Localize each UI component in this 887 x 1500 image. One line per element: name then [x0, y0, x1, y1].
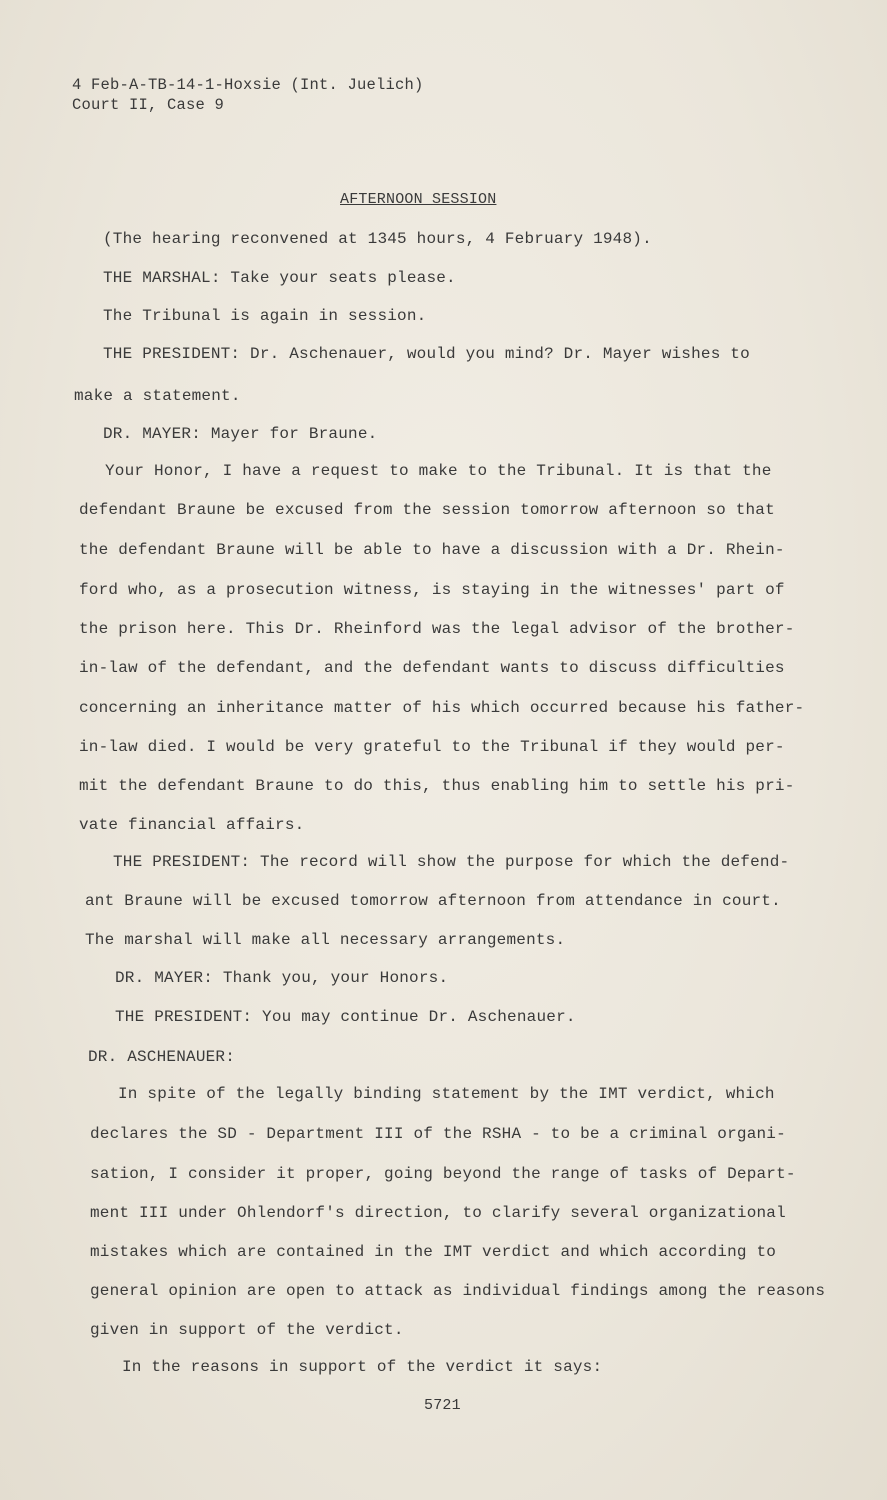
text-line: Your Honor, I have a request to make to the Tribunal. It is that the: [105, 462, 772, 480]
text-line: ant Braune will be excused tomorrow afternoon from attendance in court.: [85, 892, 781, 910]
text-line: in-law of the defendant, and the defendant wants to discuss difficulties: [79, 659, 785, 677]
text-line: ment III under Ohlendorf's direction, to clarify several organizational: [90, 1204, 786, 1222]
text-line: make a statement.: [74, 387, 241, 405]
text-line: mistakes which are contained in the IMT verdict and which according to: [90, 1243, 777, 1261]
text-line: The Tribunal is again in session.: [103, 307, 427, 325]
text-line: DR. MAYER: Thank you, your Honors.: [115, 969, 449, 987]
text-line: in-law died. I would be very grateful to the Tribunal if they would per-: [79, 738, 785, 756]
text-line: The marshal will make all necessary arrangements.: [85, 931, 566, 949]
text-line: THE PRESIDENT: You may continue Dr. Aschenauer.: [115, 1008, 576, 1026]
text-line: general opinion are open to attack as individual findings among the reasons: [90, 1282, 826, 1300]
page-number: 5721: [424, 1397, 461, 1414]
text-line: In the reasons in support of the verdict it says:: [122, 1358, 603, 1376]
text-line: In spite of the legally binding statement by the IMT verdict, which: [118, 1085, 775, 1103]
text-line: DR. ASCHENAUER:: [88, 1048, 236, 1066]
text-line: the prison here. This Dr. Rheinford was the legal advisor of the brother-: [79, 620, 795, 638]
text-line: THE PRESIDENT: Dr. Aschenauer, would you mind? Dr. Mayer wishes to: [103, 345, 750, 363]
text-line: ford who, as a prosecution witness, is staying in the witnesses' part of: [79, 581, 785, 599]
text-line: THE MARSHAL: Take your seats please.: [103, 269, 456, 287]
session-title: AFTERNOON SESSION: [340, 191, 497, 208]
text-line: declares the SD - Department III of the RSHA - to be a criminal organi-: [90, 1125, 786, 1143]
text-line: defendant Braune be excused from the session tomorrow afternoon so that: [79, 501, 775, 519]
text-line: vate financial affairs.: [79, 816, 305, 834]
text-line: THE PRESIDENT: The record will show the purpose for which the defend-: [113, 853, 790, 871]
text-line: the defendant Braune will be able to have a discussion with a Dr. Rhein-: [79, 541, 785, 559]
header-file-reference: 4 Feb-A-TB-14-1-Hoxsie (Int. Juelich): [72, 76, 424, 94]
text-line: given in support of the verdict.: [90, 1321, 404, 1339]
text-line: concerning an inheritance matter of his which occurred because his father-: [79, 699, 805, 717]
header-court-case: Court II, Case 9: [72, 96, 225, 114]
text-line: DR. MAYER: Mayer for Braune.: [103, 425, 378, 443]
text-line: (The hearing reconvened at 1345 hours, 4 February 1948).: [103, 230, 652, 248]
text-line: sation, I consider it proper, going beyond the range of tasks of Depart-: [90, 1165, 796, 1183]
text-line: mit the defendant Braune to do this, thus enabling him to settle his pri-: [79, 777, 795, 795]
